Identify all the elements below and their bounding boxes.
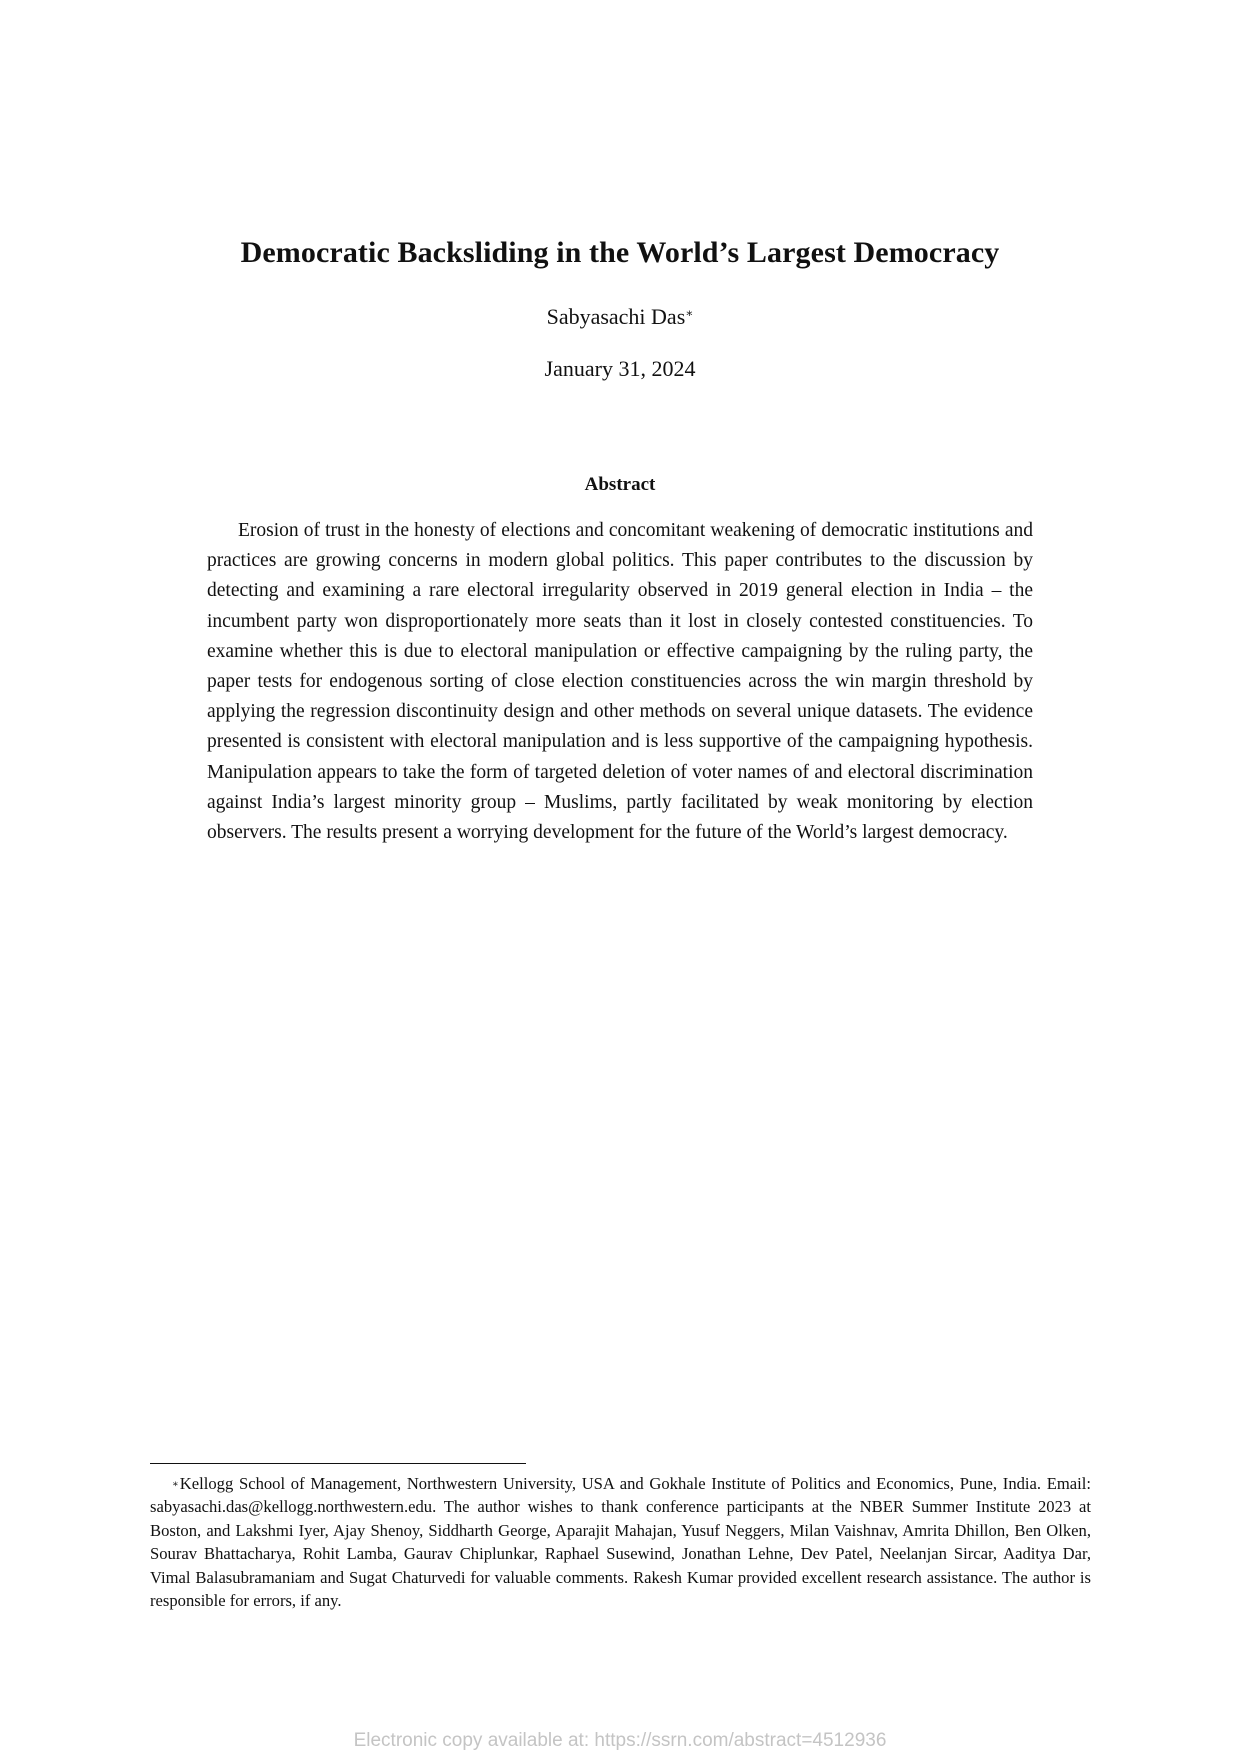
footnote-marker: ∗ bbox=[172, 1479, 179, 1490]
abstract-heading: Abstract bbox=[584, 474, 656, 495]
footnote-text: Kellogg School of Management, Northwestern University, USA and Gokhale Institute of Politics and Economics, Pune, India. Email: sabyasachi.das@kellogg.northwestern.edu. The author wishes to thank conference participants at the NBER Summer Institute 2023 at Boston, and Lakshmi Iyer, Ajay Shenoy, Siddharth George, Aparajit Mahajan, Yusuf Neggers, Milan Vaishnav, Amrita Dhillon, Ben Olken, Sourav Bhattacharya, Rohit Lamba, Gaurav Chiplunkar, Raphael Susewind, Jonathan Lehne, Dev Patel, Neelanjan Sircar, Aaditya Dar, Vimal Balasubramaniam and Sugat Chaturvedi for valuable comments. Rakesh Kumar provided excellent research assistance. The author is responsible for errors, if any. bbox=[150, 1474, 1091, 1611]
author-name: Sabyasachi Das bbox=[546, 304, 686, 329]
footnote-divider bbox=[150, 1463, 526, 1464]
author-footnote bbox=[150, 1472, 1091, 1612]
paper-date: January 31, 2024 bbox=[544, 356, 696, 381]
abstract-body: Erosion of trust in the honesty of elections and concomitant weakening of democratic institutions and practices are growing concerns in modern global politics. This paper contributes to the discussion by detecting and examining a rare electoral irregularity observed in 2019 general election in India – the incumbent party won disproportionately more seats than it lost in closely contested constituencies. To examine whether this is due to electoral manipulation or effective campaigning by the ruling party, the paper tests for endogenous sorting of close election constituencies across the win margin threshold by applying the regression discontinuity design and other methods on several unique datasets. The evidence presented is consistent with electoral manipulation and is less supportive of the campaigning hypothesis. Manipulation appears to take the form of targeted deletion of voter names of and electoral discrimination against India’s largest minority group – Muslims, partly facilitated by weak monitoring by election observers. The results present a worrying development for the future of the World’s largest democracy. bbox=[207, 520, 1033, 844]
paper-title: Democratic Backsliding in the World’s Largest Democracy bbox=[240, 236, 1000, 269]
ssrn-footer[interactable]: Electronic copy available at: https://ssrn.com/abstract=4512936 bbox=[353, 1730, 887, 1751]
author-footnote-marker[interactable]: ∗ bbox=[685, 306, 694, 320]
author-line bbox=[0, 304, 1240, 330]
